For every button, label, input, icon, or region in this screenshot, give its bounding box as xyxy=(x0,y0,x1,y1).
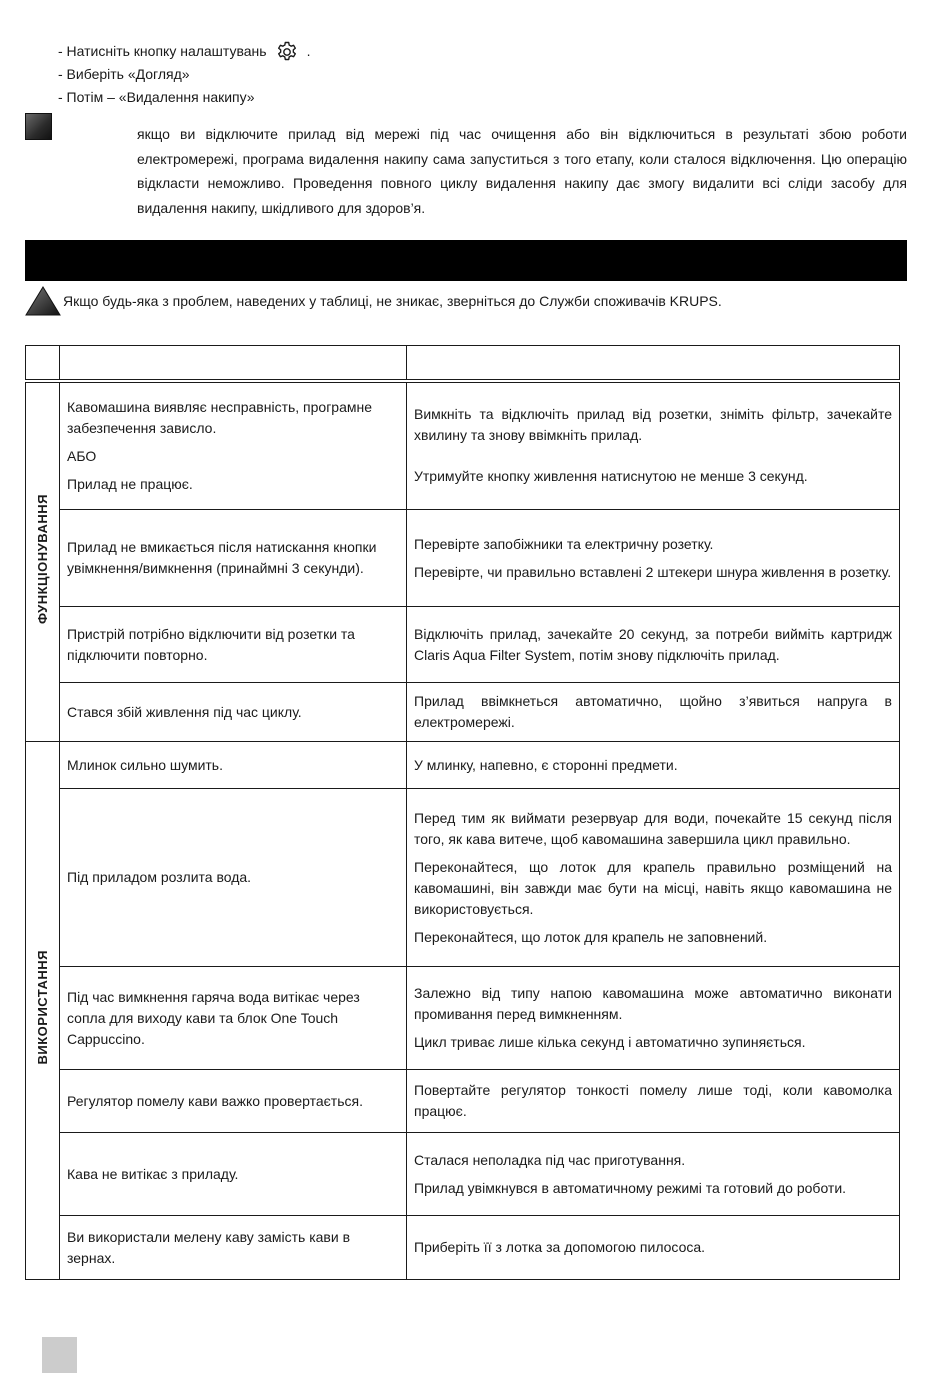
problem-cell xyxy=(60,742,407,789)
table-row xyxy=(26,510,900,607)
problem-text: Прилад не вмикається після натискання кнопки увімкнення/вимкнення (принаймні 3 секунди). xyxy=(67,539,377,576)
solution-text: Приберіть її з лотка за допомогою пилососа. xyxy=(414,1239,706,1255)
solution-cell xyxy=(407,789,900,967)
solution-text: У млинку, напевно, є сторонні предмети. xyxy=(414,756,678,773)
solution-cell xyxy=(407,1216,900,1280)
header-cell xyxy=(26,346,60,381)
table-row xyxy=(26,742,900,789)
solution-cell xyxy=(407,607,900,683)
problem-text: Кавомашина виявляє несправність, програмне забезпечення зависло. xyxy=(67,398,373,436)
section-header-bar xyxy=(25,240,907,281)
problem-cell xyxy=(60,1216,407,1280)
solution-text: Відключіть прилад, зачекайте 20 секунд, за потреби вийміть картридж Claris Aqua Filter System, потім знову підключіть прилад. xyxy=(414,625,892,663)
table-row xyxy=(26,789,900,967)
table-row xyxy=(26,1070,900,1133)
warning-triangle-icon xyxy=(25,286,61,316)
warning-text: Якщо будь-яка з проблем, наведених у таблиці, не зникає, зверніться до Служби споживачів KRUPS. xyxy=(63,292,722,309)
problem-cell xyxy=(60,1133,407,1216)
solution-cell xyxy=(407,1133,900,1216)
header-cell xyxy=(60,346,407,381)
troubleshooting-table xyxy=(25,345,900,1280)
problem-text: АБО xyxy=(67,447,97,464)
table-row xyxy=(26,607,900,683)
table-header-row xyxy=(26,346,900,381)
solution-text: Цикл триває лише кілька секунд і автоматично зупиняється. xyxy=(414,1034,806,1050)
problem-cell xyxy=(60,967,407,1070)
problem-text: Стався збій живлення під час циклу. xyxy=(67,703,302,720)
step-settings xyxy=(58,40,310,63)
problem-text: Пристрій потрібно відключити від розетки та підключити повторно. xyxy=(67,625,355,663)
problem-cell xyxy=(60,789,407,967)
problem-cell xyxy=(60,683,407,742)
solution-text: Повертайте регулятор тонкості помелу лише тоді, коли кавомолка працює. xyxy=(414,1082,892,1119)
problem-cell xyxy=(60,607,407,683)
table-row xyxy=(26,1133,900,1216)
solution-text: Залежно від типу напою кавомашина може автоматично виконати промивання перед вимкненням. xyxy=(414,985,892,1022)
solution-text: Переконайтеся, що лоток для крапель не заповнений. xyxy=(414,928,768,945)
solution-cell xyxy=(407,1070,900,1133)
category-label: ВИКОРИСТАННЯ xyxy=(35,950,50,1065)
category-label: ФУНКЦІОНУВАННЯ xyxy=(35,493,50,624)
step-descaling xyxy=(58,86,310,109)
category-cell-usage xyxy=(26,742,60,1280)
solution-cell xyxy=(407,967,900,1070)
category-cell-operation xyxy=(26,381,60,742)
step-suffix: . xyxy=(306,43,311,59)
page-number-box xyxy=(42,1337,77,1373)
problem-text: Млинок сильно шумить. xyxy=(67,756,223,773)
solution-text: Переконайтеся, що лоток для крапель правильно розміщений на кавомашині, він завжди має бути на місці, навіть якщо кавомашина не використовується. xyxy=(414,858,892,917)
problem-text: Під приладом розлита вода. xyxy=(67,869,252,885)
solution-cell xyxy=(407,510,900,607)
table-row xyxy=(26,967,900,1070)
problem-cell xyxy=(60,381,407,510)
instruction-steps xyxy=(58,40,310,109)
problem-text: Регулятор помелу кави важко провертається. xyxy=(67,1092,363,1109)
solution-text: Прилад увімкнувся в автоматичному режимі та готовий до роботи. xyxy=(414,1179,847,1196)
solution-text: Вимкніть та відключіть прилад від розетки, зніміть фільтр, зачекайте хвилину та знову ввімкніть прилад. xyxy=(414,406,892,444)
solution-text: Утримуйте кнопку живлення натиснутою не менше 3 секунд. xyxy=(414,468,808,485)
step-text: - Потім – «Видалення накипу» xyxy=(58,89,255,105)
problem-cell xyxy=(60,1070,407,1133)
descaling-note: якщо ви відключите прилад від мережі під час очищення або він відключиться в результаті збою роботи електромережі, програма видалення накипу сама запуститься з того етапу, коли сталося відключення. Цю операцію відкласти неможливо. Проведення повного циклу видалення накипу дає змогу видалити всі сліди засобу для видалення накипу, шкідливого для здоров’я. xyxy=(137,126,907,216)
solution-text: Перед тим як виймати резервуар для води, почекайте 15 секунд після того, як кава витече, щоб кавомашина завершила цикл правильно. xyxy=(414,809,892,847)
solution-text: Перевірте запобіжники та електричну розетку. xyxy=(414,535,714,552)
problem-cell xyxy=(60,510,407,607)
problem-text: Ви використали мелену каву замість кави в зернах. xyxy=(67,1228,351,1266)
gear-icon xyxy=(275,40,299,64)
table-row xyxy=(26,381,900,510)
table-row xyxy=(26,683,900,742)
step-text: - Виберіть «Догляд» xyxy=(58,66,190,82)
step-care xyxy=(58,63,310,86)
problem-text: Кава не витікає з приладу. xyxy=(67,1165,239,1182)
info-square-icon xyxy=(25,113,52,140)
solution-text: Сталася неполадка під час приготування. xyxy=(414,1151,686,1168)
warning-row xyxy=(25,286,722,316)
solution-cell xyxy=(407,381,900,510)
solution-text: Прилад ввімкнеться автоматично, щойно з’явиться напруга в електромережі. xyxy=(414,693,892,730)
solution-cell xyxy=(407,742,900,789)
solution-cell xyxy=(407,683,900,742)
problem-text: Прилад не працює. xyxy=(67,475,193,492)
problem-text: Під час вимкнення гаряча вода витікає через сопла для виходу кави та блок One Touch Cappuccino. xyxy=(67,988,360,1047)
table-row xyxy=(26,1216,900,1280)
header-cell xyxy=(407,346,900,381)
solution-text: Перевірте, чи правильно вставлені 2 штекери шнура живлення в розетку. xyxy=(414,563,892,580)
step-text: - Натисніть кнопку налаштувань xyxy=(58,43,267,59)
